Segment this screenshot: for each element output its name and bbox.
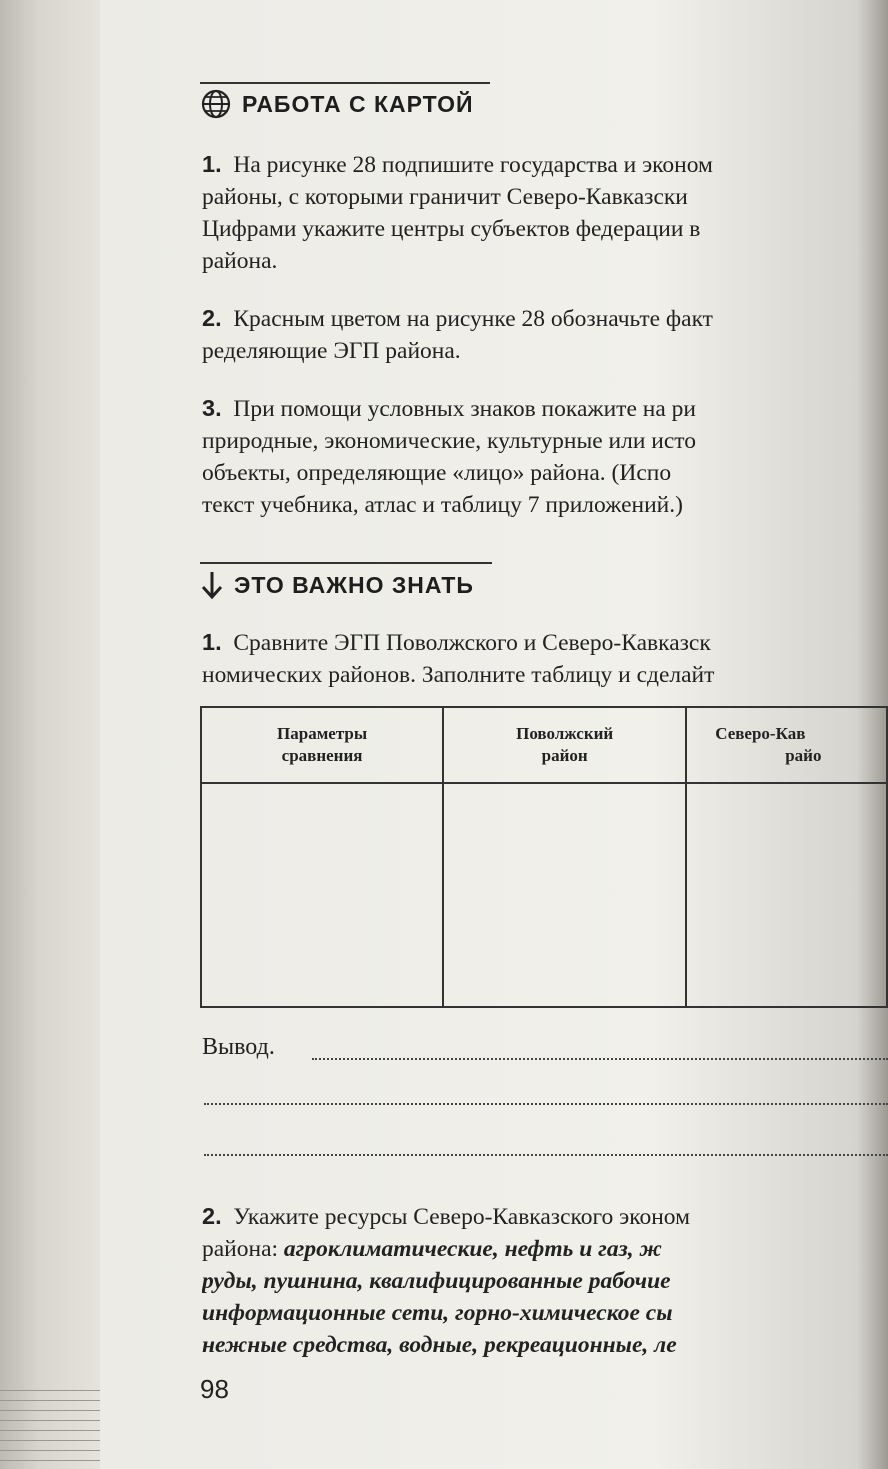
task-text-line: текст учебника, атлас и таблицу 7 приложений.) xyxy=(202,492,683,518)
task-number: 2. xyxy=(202,305,222,331)
resource-list: руды, пушнина, квалифицированные рабочие xyxy=(202,1268,671,1294)
comparison-table xyxy=(200,706,888,1008)
table-cell[interactable] xyxy=(201,783,443,1007)
answer-line[interactable] xyxy=(204,1154,888,1156)
resource-list: агроклиматические, нефть и газ, ж xyxy=(283,1236,662,1262)
task-text-line: номических районов. Заполните таблицу и сделайт xyxy=(202,662,715,688)
task-text-line: района: xyxy=(202,1236,279,1262)
conclusion-label: Вывод. xyxy=(202,1034,275,1060)
task-text-line: На рисунке 28 подпишите государства и эконом xyxy=(233,152,713,178)
answer-line[interactable] xyxy=(204,1103,888,1105)
table-cell[interactable] xyxy=(686,783,887,1007)
globe-icon xyxy=(200,88,232,120)
section-header-important xyxy=(200,570,474,600)
task-number: 1. xyxy=(202,151,222,177)
section-title: РАБОТА С КАРТОЙ xyxy=(242,90,474,117)
task-text-line: района. xyxy=(202,248,278,274)
task-text-line: Цифрами укажите центры субъектов федерации в xyxy=(202,216,701,242)
task-text-line: Красным цветом на рисунке 28 обозначьте факт xyxy=(233,306,713,332)
resource-list: информационные сети, горно-химическое сы xyxy=(202,1300,673,1326)
task-number: 2. xyxy=(202,1203,222,1229)
task-1-compare xyxy=(202,626,888,691)
table-cell[interactable] xyxy=(443,783,686,1007)
table-header: Северо-Кав райо xyxy=(686,707,887,783)
table-header: Параметры сравнения xyxy=(201,707,443,783)
task-text-line: объекты, определяющие «лицо» района. (Испо xyxy=(202,460,672,486)
task-text-line: районы, с которыми граничит Северо-Кавказски xyxy=(202,184,688,210)
section-header-map-work xyxy=(200,88,474,120)
arrow-down-icon xyxy=(200,570,224,600)
answer-line[interactable] xyxy=(312,1058,888,1060)
task-number: 3. xyxy=(202,395,222,421)
section-title: ЭТО ВАЖНО ЗНАТЬ xyxy=(234,571,474,598)
table-header: Поволжский район xyxy=(443,707,686,783)
section-rule xyxy=(200,562,492,564)
task-3-map xyxy=(202,392,888,521)
task-text-line: природные, экономические, культурные или исто xyxy=(202,428,697,454)
resource-list: нежные средства, водные, рекреационные, ле xyxy=(202,1332,677,1358)
task-1-map xyxy=(202,148,888,277)
page-edge-stack xyxy=(0,0,100,1469)
task-text-line: При помощи условных знаков покажите на ри xyxy=(233,396,696,422)
task-text-line: ределяющие ЭГП района. xyxy=(202,338,461,364)
task-number: 1. xyxy=(202,629,222,655)
task-text-line: Сравните ЭГП Поволжского и Северо-Кавказск xyxy=(233,630,711,656)
task-2-resources xyxy=(202,1200,888,1361)
task-2-map xyxy=(202,302,888,367)
page-number: 98 xyxy=(200,1374,229,1404)
section-rule xyxy=(200,82,490,84)
task-text-line: Укажите ресурсы Северо-Кавказского эконом xyxy=(233,1204,690,1230)
